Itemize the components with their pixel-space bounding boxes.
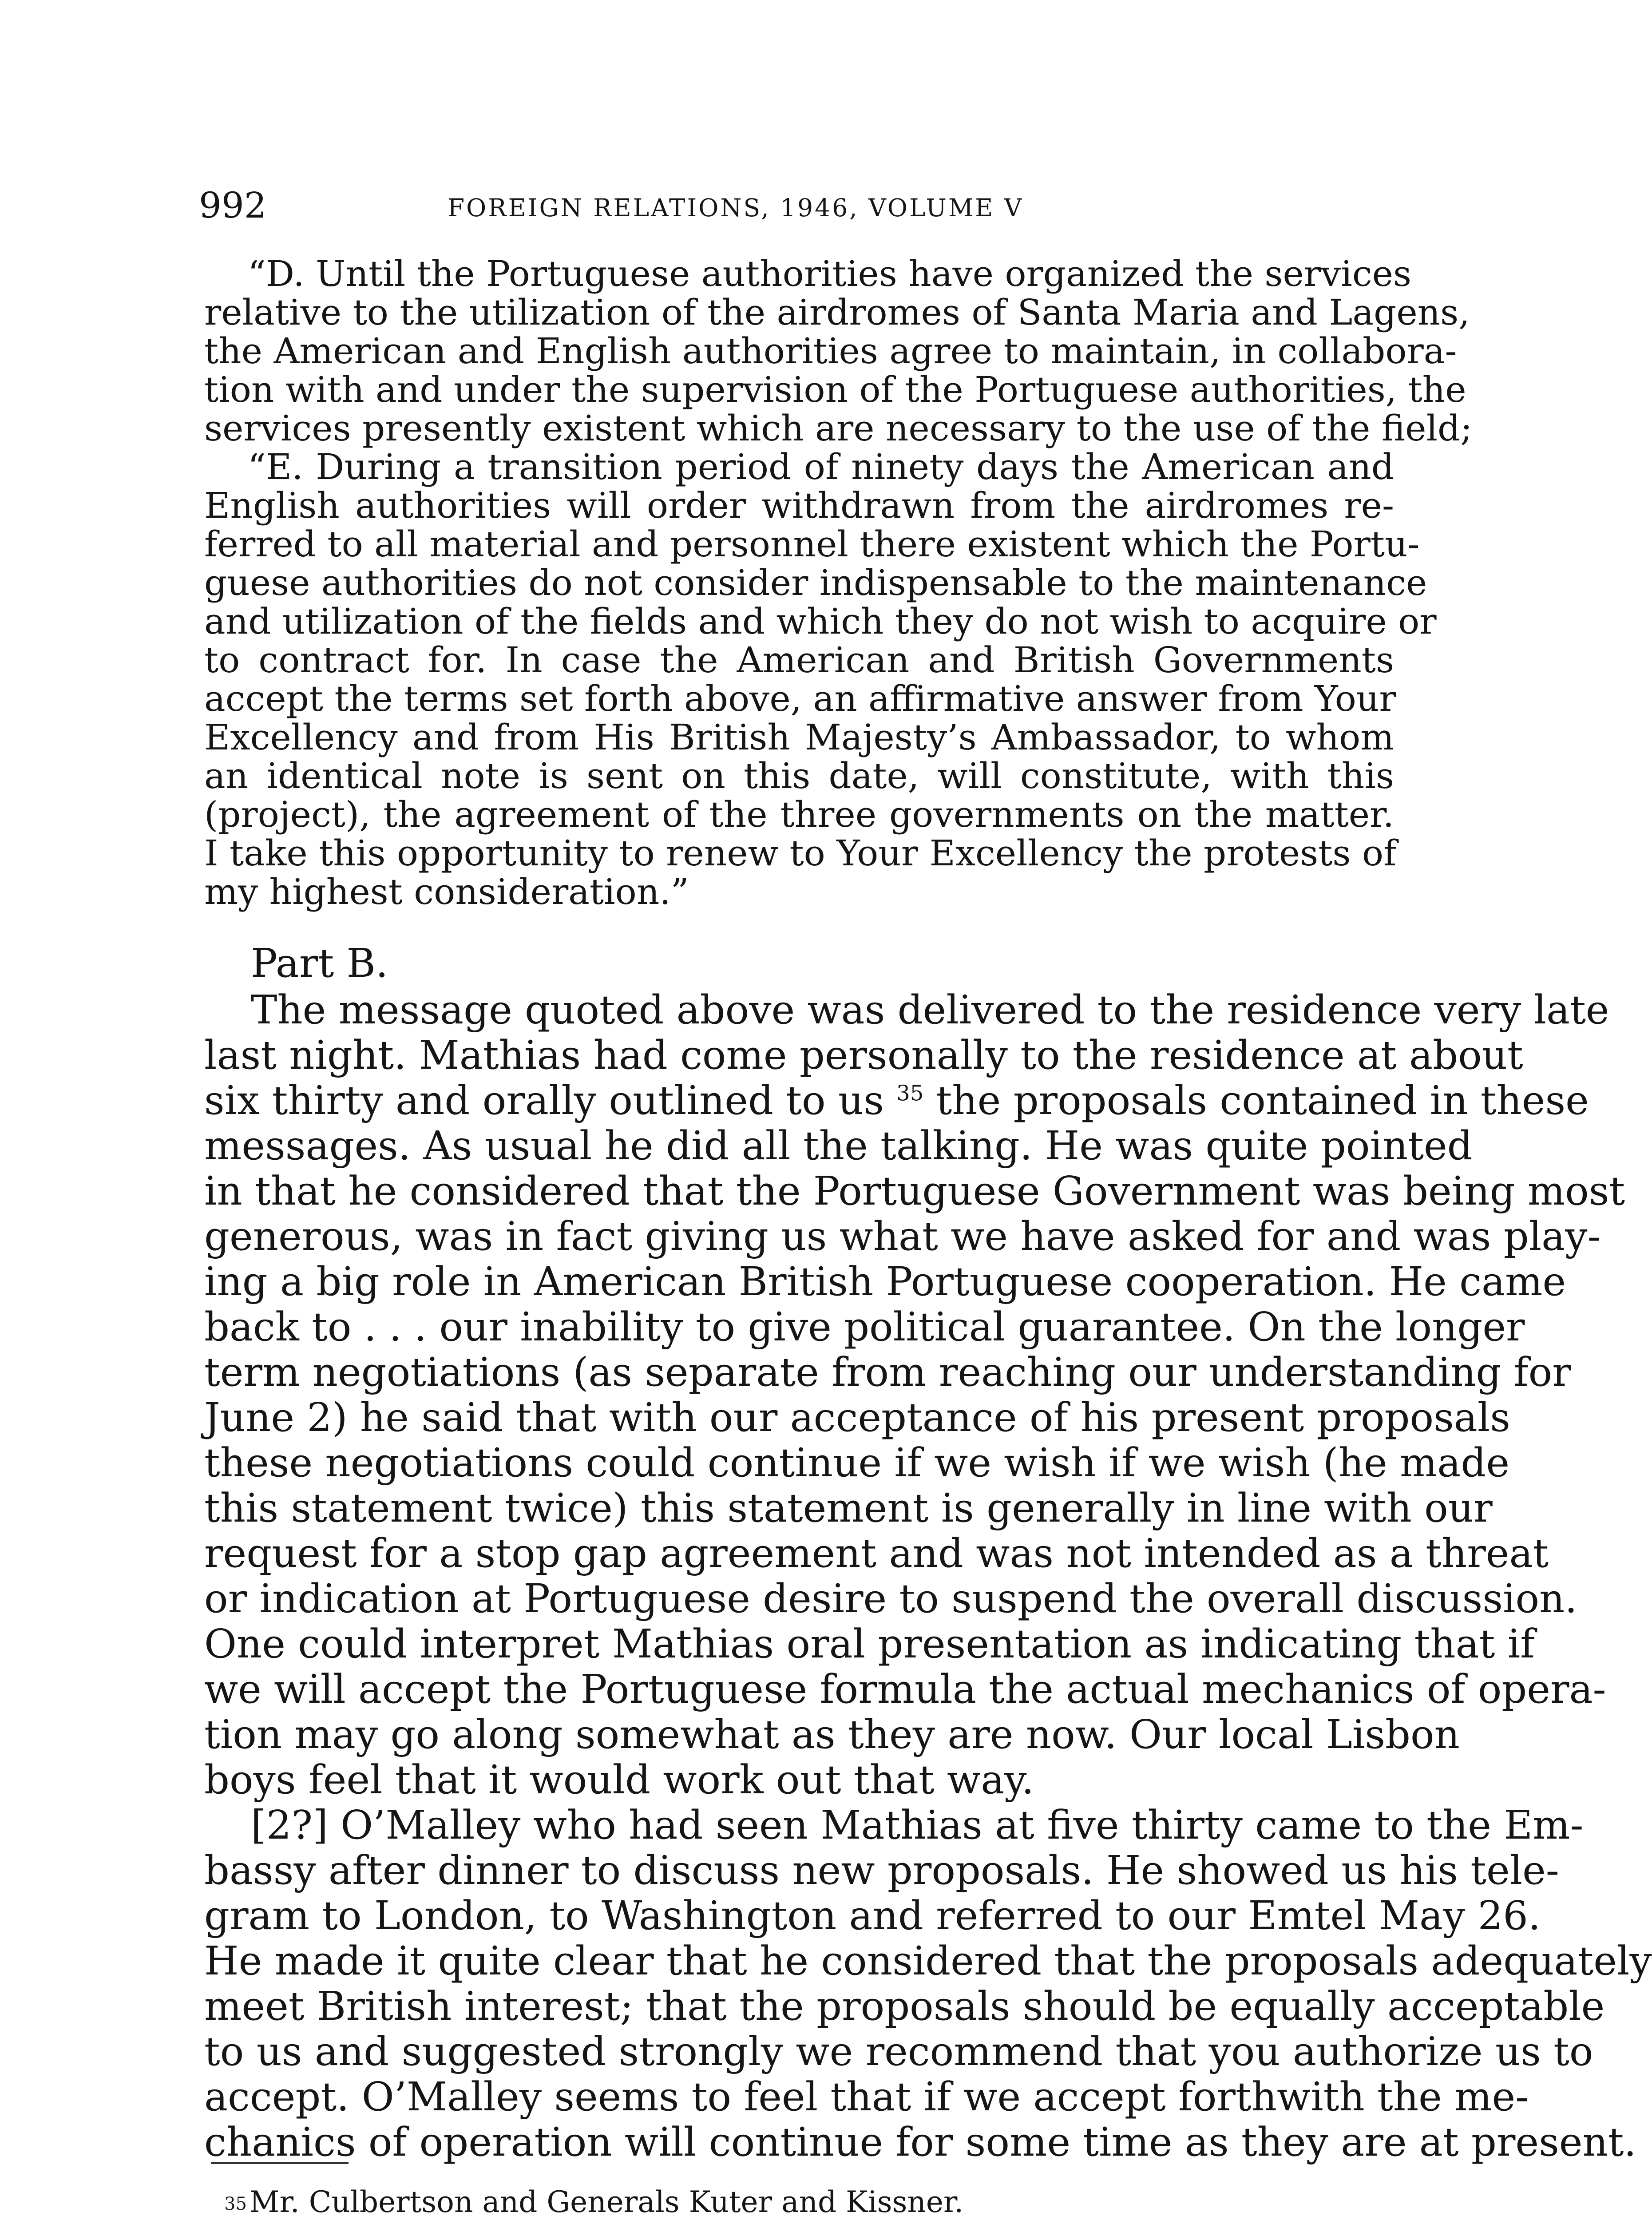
footnote-reference: 35	[896, 1081, 924, 1106]
page-number: 992	[199, 185, 267, 226]
quoted-line: “E. During a transition period of ninety days the American and	[248, 446, 1394, 488]
footnote-text: Mr. Culbertson and Generals Kuter and Kissner.	[249, 2185, 964, 2219]
body-line: messages. As usual he did all the talking. He was quite pointed	[204, 1122, 1473, 1169]
quoted-line: guese authorities do not consider indispensable to the maintenance	[204, 562, 1427, 603]
quoted-line: accept the terms set forth above, an affirmative answer from Your	[204, 678, 1396, 719]
body-line: He made it quite clear that he considered that the proposals adequately	[204, 1938, 1652, 1984]
part-heading: Part B.	[251, 940, 388, 986]
footnote	[224, 2182, 963, 2220]
quoted-line: ferred to all material and personnel there existent which the Portu-	[204, 523, 1420, 565]
body-line: June 2) he said that with our acceptance of his present proposals	[204, 1394, 1510, 1440]
body-line: we will accept the Portuguese formula the actual mechanics of opera-	[204, 1666, 1606, 1712]
body-line: in that he considered that the Portuguese Government was being most	[204, 1168, 1625, 1214]
body-line: generous, was in fact giving us what we have asked for and was play-	[204, 1213, 1601, 1259]
body-line: The message quoted above was delivered to the residence very late	[251, 987, 1609, 1033]
quoted-line: and utilization of the fields and which they do not wish to acquire or	[204, 601, 1437, 642]
quoted-line: “D. Until the Portuguese authorities have organized the services	[248, 253, 1412, 294]
body-line: ing a big role in American British Portuguese cooperation. He came	[204, 1258, 1566, 1304]
body-line: to us and suggested strongly we recommend that you authorize us to	[204, 2028, 1593, 2074]
footnote-divider	[211, 2162, 349, 2164]
quoted-line: to contract for. In case the American and British Governments	[204, 639, 1394, 681]
body-line: request for a stop gap agreement and was not intended as a threat	[204, 1530, 1549, 1576]
body-line: meet British interest; that the proposals should be equally acceptable	[204, 1983, 1605, 2029]
body-line: bassy after dinner to discuss new proposals. He showed us his tele-	[204, 1847, 1559, 1893]
running-title: FOREIGN RELATIONS, 1946, VOLUME V	[448, 194, 1024, 222]
quoted-line: relative to the utilization of the airdromes of Santa Maria and Lagens,	[204, 292, 1470, 333]
page-header	[199, 181, 1389, 230]
body-line: gram to London, to Washington and referred to our Emtel May 26.	[204, 1892, 1541, 1939]
footnote-marker: 35	[224, 2194, 247, 2214]
quoted-line: Excellency and from His British Majesty’s Ambassador, to whom	[204, 717, 1394, 758]
body-line-text: six thirty and orally outlined to us	[204, 1077, 897, 1123]
quoted-line: tion with and under the supervision of the Portuguese authorities, the	[204, 369, 1466, 410]
body-line: these negotiations could continue if we wish if we wish (he made	[204, 1439, 1509, 1486]
quoted-line: my highest consideration.”	[204, 871, 689, 912]
quoted-line: services presently existent which are necessary to the use of the field;	[204, 408, 1473, 449]
quoted-line: the American and English authorities agree to maintain, in collabora-	[204, 330, 1457, 372]
quoted-line: (project), the agreement of the three governments on the matter.	[204, 794, 1394, 835]
body-line: accept. O’Malley seems to feel that if we accept forthwith the me-	[204, 2073, 1529, 2120]
body-line: tion may go along somewhat as they are now. Our local Lisbon	[204, 1711, 1460, 1757]
body-line: term negotiations (as separate from reaching our understanding for	[204, 1349, 1571, 1395]
body-line: [2?] O’Malley who had seen Mathias at five thirty came to the Em-	[251, 1802, 1584, 1848]
body-line-text: the proposals contained in these	[923, 1077, 1589, 1123]
body-line: One could interpret Mathias oral presentation as indicating that if	[204, 1621, 1535, 1667]
body-line: boys feel that it would work out that way.	[204, 1756, 1034, 1803]
body-line: or indication at Portuguese desire to suspend the overall discussion.	[204, 1575, 1577, 1621]
body-line: this statement twice) this statement is generally in line with our	[204, 1485, 1493, 1531]
body-line: chanics of operation will continue for some time as they are at present.	[204, 2119, 1636, 2165]
body-line: last night. Mathias had come personally to the residence at about	[204, 1032, 1523, 1078]
quoted-line: English authorities will order withdrawn from the airdromes re-	[204, 485, 1394, 526]
quoted-line: I take this opportunity to renew to Your Excellency the protests of	[204, 832, 1397, 874]
quoted-line: an identical note is sent on this date, will constitute, with this	[204, 755, 1394, 797]
body-line: back to . . . our inability to give political guarantee. On the longer	[204, 1304, 1525, 1350]
body-line	[204, 1077, 1589, 1123]
